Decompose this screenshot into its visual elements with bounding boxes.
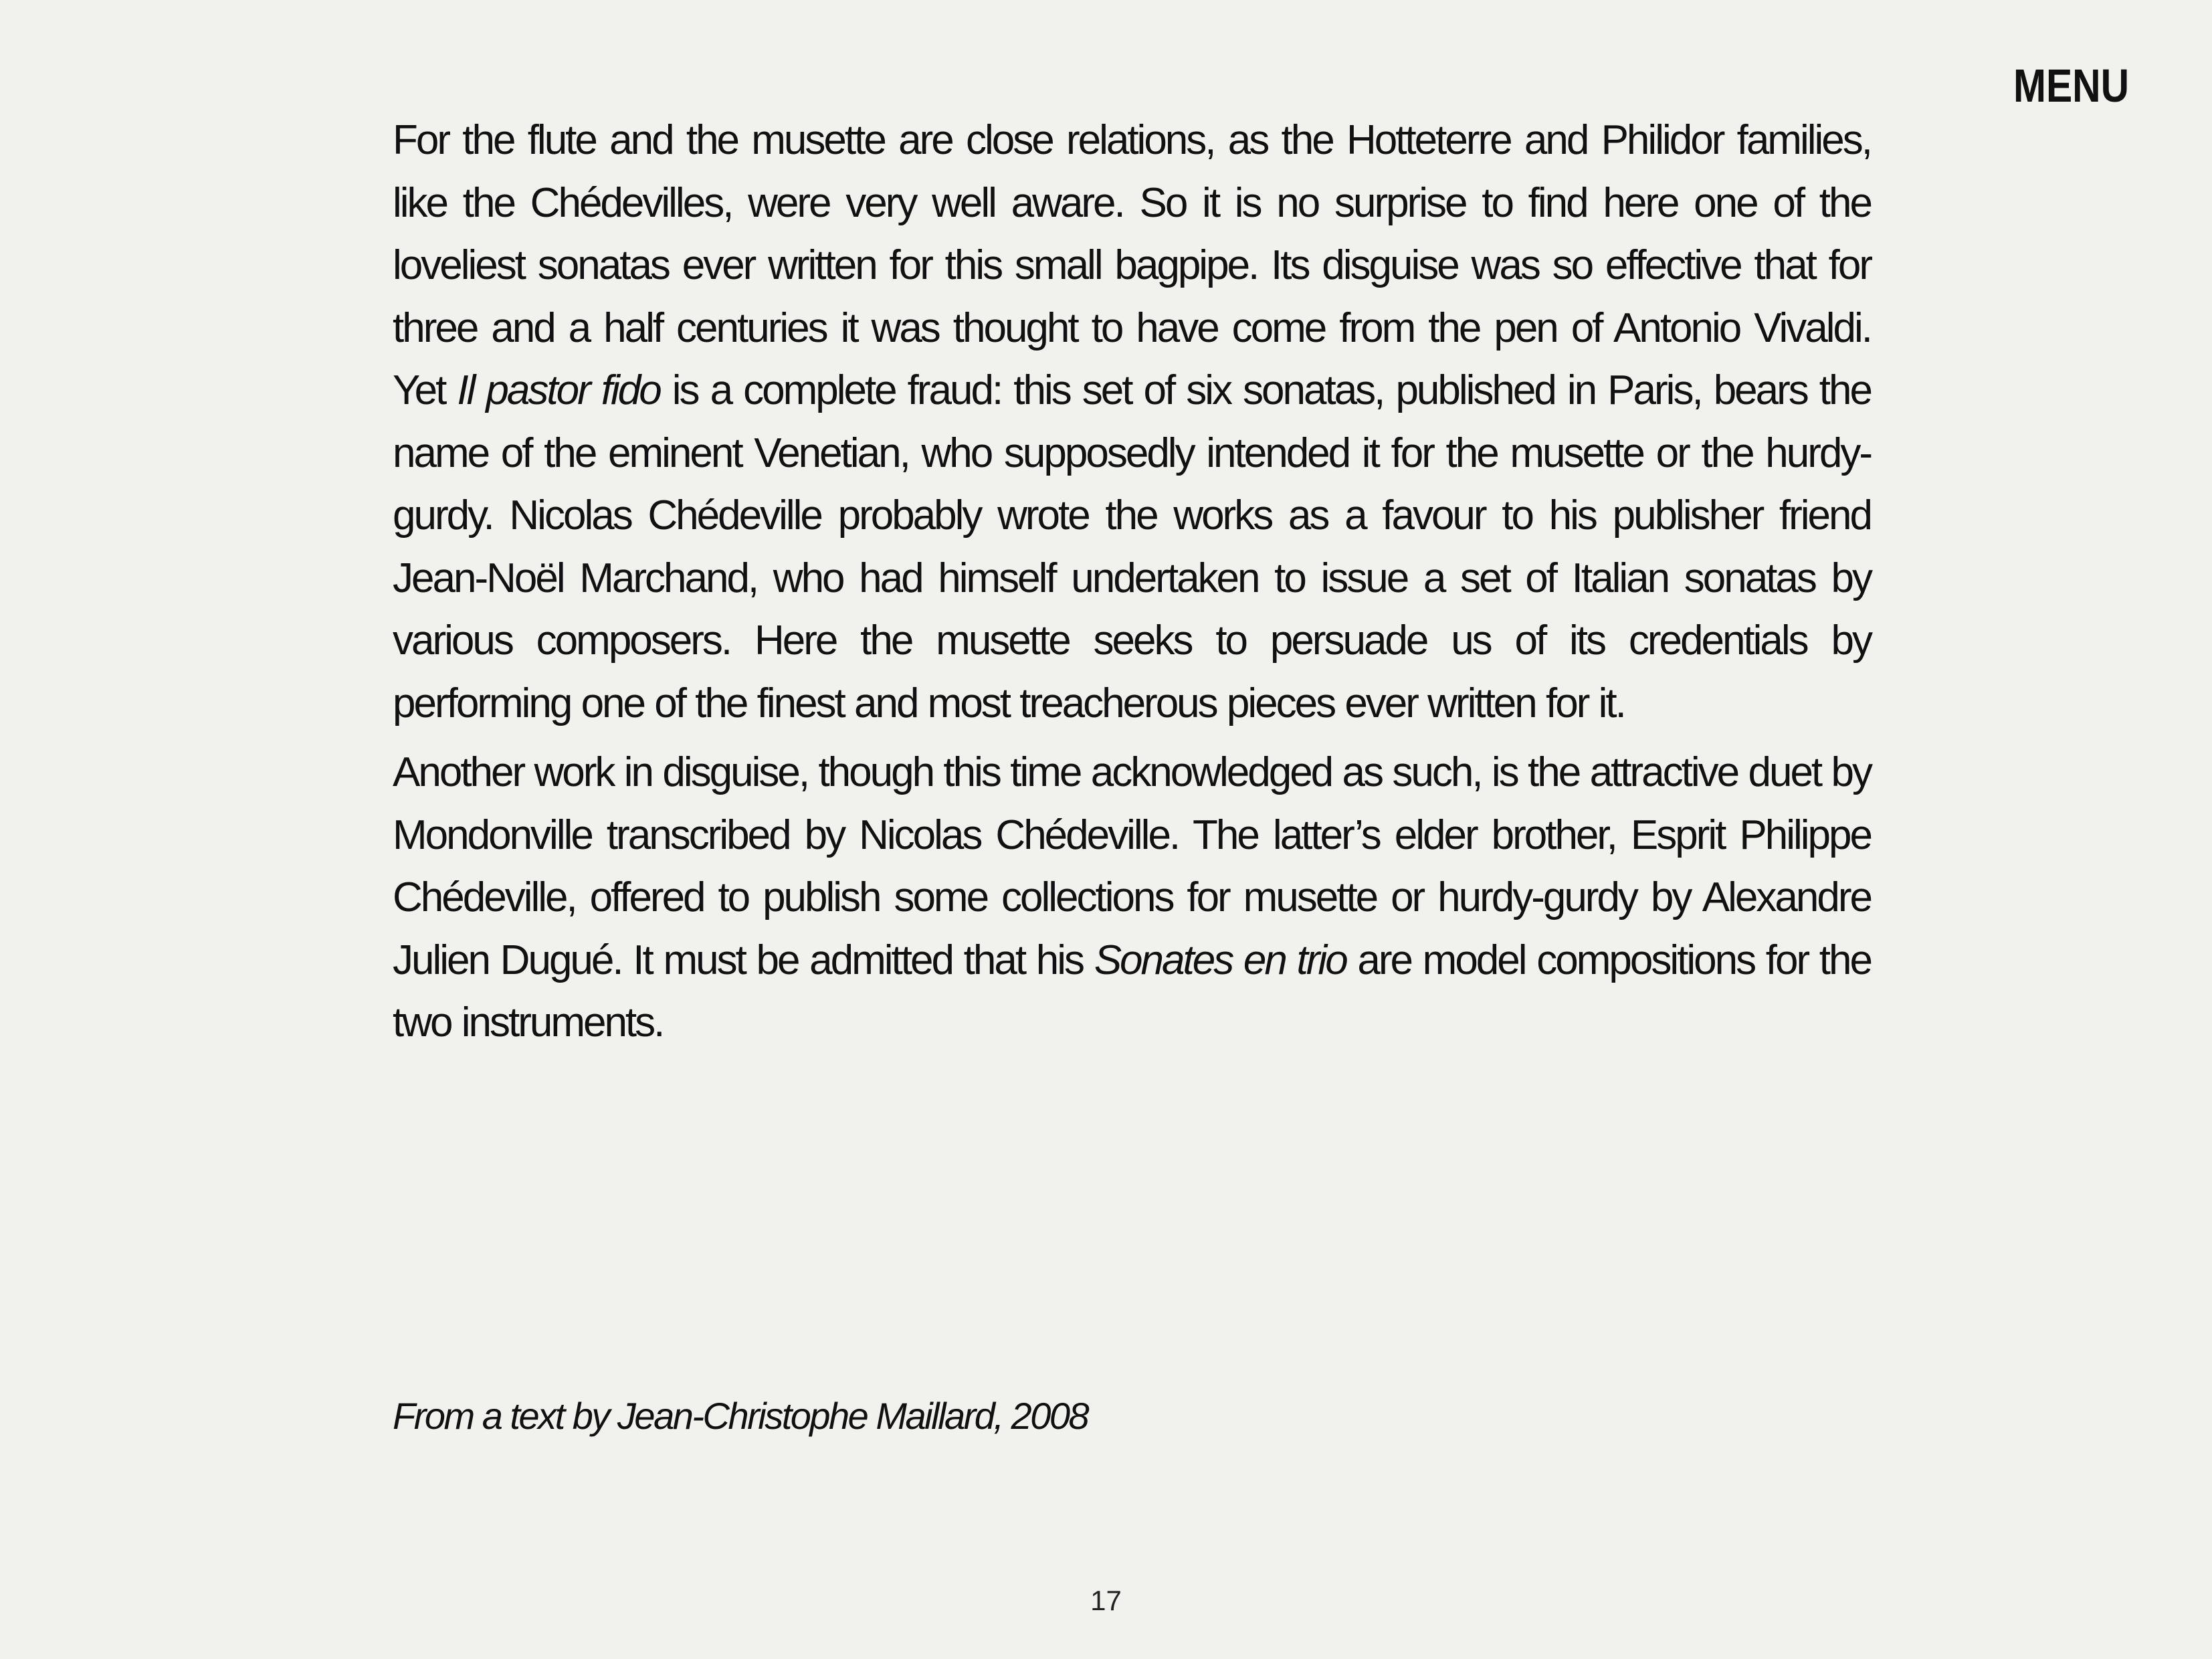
paragraph-text: Another work in disguise, though this time acknowledged as such, is the attractive duet by Mondonville transcribed by Nicolas Chédeville. The latter’s elder brother, Esprit Philippe Chédeville, offered to publish some collections for musette or hurdy-gurdy by Alexandre Julien Dugué. It must be admitted that his bbox=[393, 749, 1871, 983]
menu-button[interactable]: MENU bbox=[2013, 60, 2129, 112]
work-title-il-pastor-fido: Il pastor fido bbox=[457, 367, 660, 413]
article-body bbox=[393, 109, 1871, 1054]
paragraph-text: For the flute and the musette are close relations, as the Hotteterre and Philidor families, like the Chédevilles, were very well aware. So it is no surprise to find here one of the loveliest sonatas ever written for this small bagpipe. Its disguise was so effective that for three and a half centuries it was thought to have come from the pen of Antonio Vivaldi. Yet bbox=[393, 117, 1871, 413]
paragraph-text: are model compositions for the two instruments. bbox=[393, 937, 1871, 1046]
author-credit: From a text by Jean-Christophe Maillard, 2008 bbox=[393, 1395, 1088, 1437]
page-number: 17 bbox=[1090, 1585, 1122, 1616]
work-title-sonates-en-trio: Sonates en trio bbox=[1094, 937, 1346, 983]
paragraph-sonates-en-trio bbox=[393, 741, 1871, 1054]
paragraph-pastor-fido bbox=[393, 109, 1871, 735]
paragraph-text: is a complete fraud: this set of six sonatas, published in Paris, bears the name of the eminent Venetian, who supposedly intended it for the musette or the hurdy-gurdy. Nicolas Chédeville probably wrote the works as a favour to his publisher friend Jean-Noël Marchand, who had himself undertaken to issue a set of Italian sonatas by various composers. Here the musette seeks to persuade us of its credentials by performing one of the finest and most treacherous pieces ever written for it. bbox=[393, 367, 1871, 726]
